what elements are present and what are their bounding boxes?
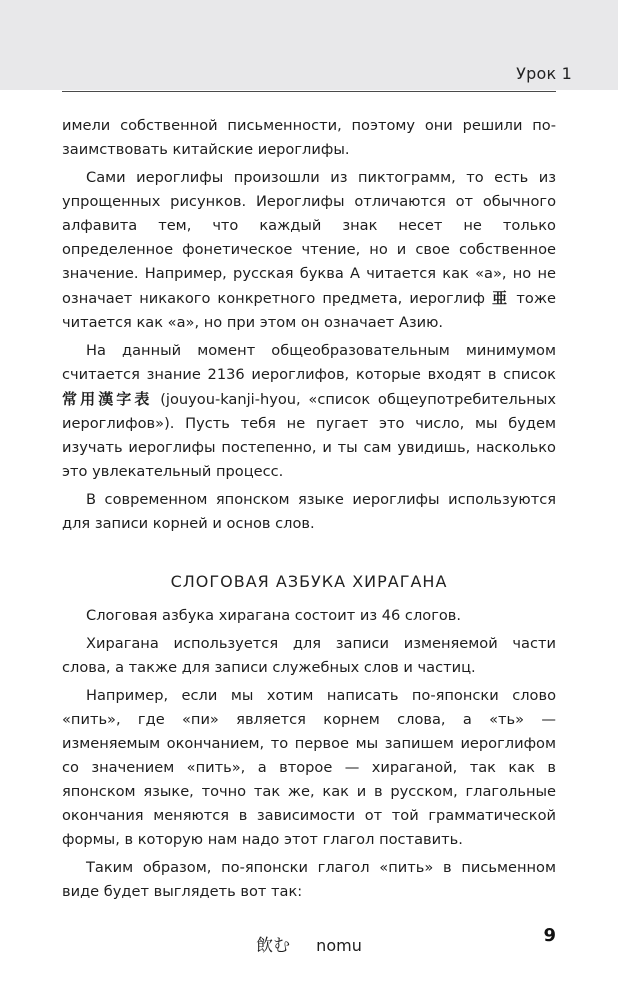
header-divider <box>62 91 556 92</box>
paragraph-jouyou <box>62 339 556 484</box>
kanji-jouyou-list: 常用漢字表 <box>62 390 153 408</box>
page-header-title: Урок 1 <box>516 64 572 83</box>
page-body <box>62 114 556 958</box>
paragraph-modern-usage: В современном японском языке иероглифы используются для записи корней и основ слов. <box>62 491 556 532</box>
paragraph-text: Сами иероглифы произошли из пиктограмм, то есть из упрощенных рисунков. Иероглифы отличаются от обычного алфавита тем, что каждый знак несет не только определенное фонетическое чтение, но и свое собственное значение. Например, русская буква А читается как «а», но не означает никакого конкретного предмета, иероглиф <box>62 169 556 307</box>
paragraph-text: тоже читается как «а», но при этом он означает Азию. <box>62 290 556 331</box>
paragraph-example-explanation: Например, если мы хотим написать по-японски слово «пить», где «пи» является корнем слова, а «ть» — изменяемым окончанием, то первое мы запишем иероглифом со значением «пить», а второе — хираганой, так как в японском языке, точно так же, как и в русском, глагольные окончания меняются в зависимости от той грамматической формы, в которую нам надо этот глагол поставить. <box>62 687 556 848</box>
example-word <box>62 934 556 958</box>
paragraph-text: На данный момент общеобразовательным минимумом считается знание 2136 иероглифов, которые входят в список <box>62 342 556 383</box>
paragraph-text: (jouyou-kanji-hyou, «список общеупотребительных иероглифов»). Пусть тебя не пугает это число, мы будем изучать иероглифы постепенно, и ты сам увидишь, насколько это увлекательный процесс. <box>62 391 556 480</box>
page-number: 9 <box>543 925 556 946</box>
example-romaji: nomu <box>316 936 362 955</box>
paragraph-example-intro: Таким образом, по-японски глагол «пить» в письменном виде будет выглядеть вот так: <box>62 859 556 900</box>
paragraph-pictograms <box>62 166 556 335</box>
paragraph-hiragana-count: Слоговая азбука хирагана состоит из 46 слогов. <box>86 607 462 624</box>
kanji-a: 亜 <box>491 289 510 307</box>
example-japanese: 飲む <box>256 936 291 956</box>
section-heading: СЛОГОВАЯ АЗБУКА ХИРАГАНА <box>170 572 448 591</box>
paragraph-hiragana-usage: Хирагана используется для записи изменяемой части слова, а также для записи служебных слов и частиц. <box>62 635 556 676</box>
paragraph-continued: имели собственной письменности, поэтому они решили по-заимствовать китайские иероглифы. <box>62 117 556 158</box>
